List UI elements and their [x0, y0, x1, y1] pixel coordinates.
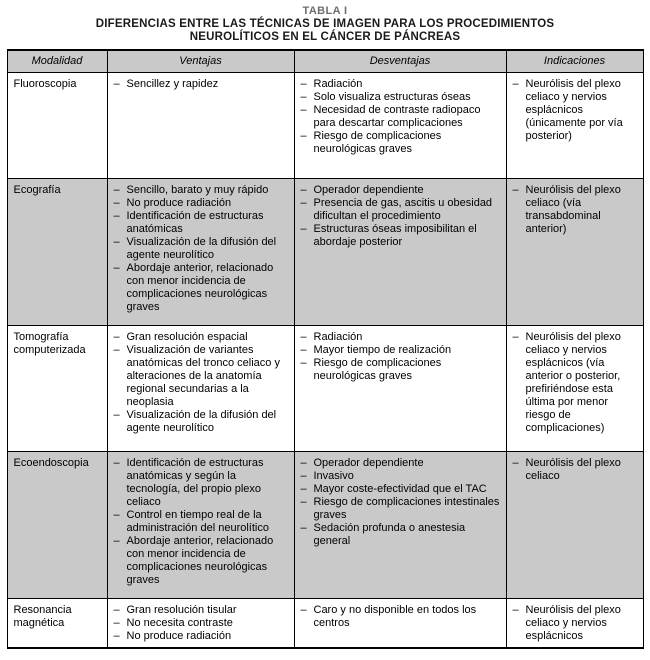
table-row — [7, 178, 643, 325]
table-row — [7, 325, 643, 451]
bullet-item: – Visualización de la difusión del agente neurolítico — [114, 236, 290, 262]
modality-cell: Fluoroscopia — [7, 72, 107, 178]
bullet-item: – Visualización de variantes anatómicas del tronco celiaco y alteraciones de la anatomía regional secundarias a la neoplasia — [114, 344, 290, 409]
table-label: TABLA I — [302, 5, 348, 17]
desventajas-cell — [294, 451, 506, 598]
bullet-item: – Gran resolución espacial — [114, 331, 290, 344]
table-header — [7, 50, 643, 72]
bullet-item: – Riesgo de complicaciones neurológicas graves — [301, 130, 502, 156]
bullet-item: – Abordaje anterior, relacionado con menor incidencia de complicaciones neurológicas graves — [114, 535, 290, 587]
table-body — [7, 72, 643, 648]
column-header-ventajas: Ventajas — [107, 50, 294, 72]
bullet-item: – Mayor tiempo de realización — [301, 344, 502, 357]
bullet-item: – Operador dependiente — [301, 457, 502, 470]
bullet-item: – Riesgo de complicaciones intestinales graves — [301, 496, 502, 522]
table-title-line-1: DIFERENCIAS ENTRE LAS TÉCNICAS DE IMAGEN PARA LOS PROCEDIMIENTOS — [95, 18, 555, 30]
column-header-desventajas: Desventajas — [294, 50, 506, 72]
bullet-item: – Radiación — [301, 331, 502, 344]
bullet-item: – Presencia de gas, ascitis u obesidad dificultan el procedimiento — [301, 197, 502, 223]
bullet-item: – Caro y no disponible en todos los centros — [301, 604, 502, 630]
desventajas-cell — [294, 598, 506, 648]
bullet-item: – Riesgo de complicaciones neurológicas graves — [301, 357, 502, 383]
bullet-item: – Sencillez y rapidez — [114, 78, 290, 91]
bullet-item: – Necesidad de contraste radiopaco para descartar complicaciones — [301, 104, 502, 130]
bullet-item: – Sedación profunda o anestesia general — [301, 522, 502, 548]
modality-cell: Ecografía — [7, 178, 107, 325]
ventajas-cell — [107, 451, 294, 598]
table-title-line-2: NEUROLÍTICOS EN EL CÁNCER DE PÁNCREAS — [189, 31, 461, 43]
bullet-item: – Solo visualiza estructuras óseas — [301, 91, 502, 104]
bullet-item: – Identificación de estructuras anatómicas — [114, 210, 290, 236]
ventajas-cell — [107, 598, 294, 648]
column-header-modalidad: Modalidad — [7, 50, 107, 72]
table-row — [7, 451, 643, 598]
bullet-item: – Neurólisis del plexo celiaco y nervios esplácnicos — [513, 604, 639, 643]
indicaciones-cell — [506, 598, 643, 648]
bullet-item: – Sencillo, barato y muy rápido — [114, 184, 290, 197]
bullet-item: – Abordaje anterior, relacionado con menor incidencia de complicaciones neurológicas graves — [114, 262, 290, 314]
bullet-item: – Gran resolución tisular — [114, 604, 290, 617]
indicaciones-cell — [506, 72, 643, 178]
indicaciones-cell — [506, 451, 643, 598]
bullet-item: – Neurólisis del plexo celiaco y nervios esplácnicos (únicamente por vía posterior) — [513, 78, 639, 143]
bullet-item: – No necesita contraste — [114, 617, 290, 630]
bullet-item: – Control en tiempo real de la administración del neurolítico — [114, 509, 290, 535]
column-header-indicaciones: Indicaciones — [506, 50, 643, 72]
bullet-item: – No produce radiación — [114, 197, 290, 210]
bullet-item: – Mayor coste-efectividad que el TAC — [301, 483, 502, 496]
bullet-item: – Neurólisis del plexo celiaco (vía transabdominal anterior) — [513, 184, 639, 236]
bullet-item: – Visualización de la difusión del agente neurolítico — [114, 409, 290, 435]
bullet-item: – No produce radiación — [114, 630, 290, 643]
bullet-item: – Estructuras óseas imposibilitan el abordaje posterior — [301, 223, 502, 249]
bullet-item: – Identificación de estructuras anatómicas y según la tecnología, del propio plexo celiaco — [114, 457, 290, 509]
desventajas-cell — [294, 178, 506, 325]
ventajas-cell — [107, 325, 294, 451]
comparison-table — [7, 49, 644, 649]
modality-cell: Ecoendoscopia — [7, 451, 107, 598]
bullet-item: – Invasivo — [301, 470, 502, 483]
indicaciones-cell — [506, 325, 643, 451]
table-row — [7, 598, 643, 648]
modality-cell: Tomografía computerizada — [7, 325, 107, 451]
modality-cell: Resonancia magnética — [7, 598, 107, 648]
table-row — [7, 72, 643, 178]
bullet-item: – Operador dependiente — [301, 184, 502, 197]
bullet-item: – Neurólisis del plexo celiaco — [513, 457, 639, 483]
desventajas-cell — [294, 72, 506, 178]
bullet-item: – Radiación — [301, 78, 502, 91]
ventajas-cell — [107, 72, 294, 178]
bullet-item: – Neurólisis del plexo celiaco y nervios esplácnicos (vía anterior o posterior, prefiriéndose esta última por menor riesgo de complicaciones) — [513, 331, 639, 435]
title-block — [0, 5, 650, 44]
indicaciones-cell — [506, 178, 643, 325]
ventajas-cell — [107, 178, 294, 325]
desventajas-cell — [294, 325, 506, 451]
